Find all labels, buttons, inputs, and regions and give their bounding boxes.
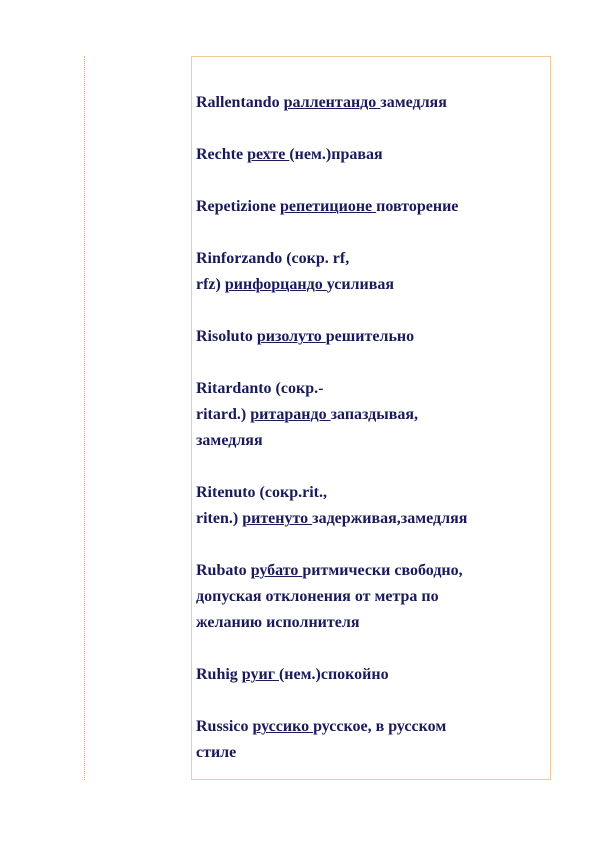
entry-term: Russico [196, 718, 253, 735]
entry-transliteration: репетиционе [279, 198, 377, 215]
entry-meaning: (нем.)спокойно [278, 666, 389, 683]
entry-transliteration: ринфорцандо [224, 276, 327, 293]
entry-meaning: русское, в русском стиле [196, 718, 447, 761]
margin-dotted-line [84, 56, 85, 780]
glossary-entry [196, 662, 546, 688]
glossary-entry [196, 376, 546, 454]
entry-term: Ritardanto (сокр.- ritard.) [196, 380, 324, 423]
glossary-entry [196, 714, 546, 766]
glossary-entry [196, 90, 546, 116]
entry-term: Ruhig [196, 666, 242, 683]
glossary-entry [196, 142, 546, 168]
glossary-list [196, 90, 546, 766]
entry-transliteration: ризолуто [256, 328, 326, 345]
glossary-entry [196, 480, 546, 532]
entry-meaning: усиливая [326, 276, 395, 293]
entry-transliteration: рубато [250, 562, 303, 579]
entry-transliteration: руиг [241, 666, 279, 683]
entry-meaning: ритмически свободно, допуская отклонения от метра по желанию исполнителя [196, 562, 463, 631]
entry-term: Rubato [196, 562, 251, 579]
entry-meaning: задерживая,замедляя [312, 510, 468, 527]
entry-term: Rinforzando (сокр. rf, rfz) [196, 250, 350, 293]
glossary-entry [196, 246, 546, 298]
entry-transliteration: раллентандо [283, 94, 381, 111]
entry-term: Rallentando [196, 94, 284, 111]
entry-term: Risoluto [196, 328, 257, 345]
glossary-entry [196, 194, 546, 220]
entry-term: Repetizione [196, 198, 280, 215]
glossary-entry [196, 324, 546, 350]
entry-transliteration: руссико [252, 718, 314, 735]
entry-meaning: замедляя [380, 94, 447, 111]
entry-term: Ritenuto (сокр.rit., riten.) [196, 484, 327, 527]
entry-transliteration: рехте [247, 146, 290, 163]
entry-meaning: повторение [376, 198, 459, 215]
glossary-entry [196, 558, 546, 636]
entry-meaning: (нем.)правая [289, 146, 383, 163]
entry-term: Rechte [196, 146, 248, 163]
entry-meaning: запаздывая, замедляя [196, 406, 419, 449]
entry-meaning: решительно [325, 328, 415, 345]
entry-transliteration: ритарандо [250, 406, 331, 423]
entry-transliteration: ритенуто [242, 510, 313, 527]
